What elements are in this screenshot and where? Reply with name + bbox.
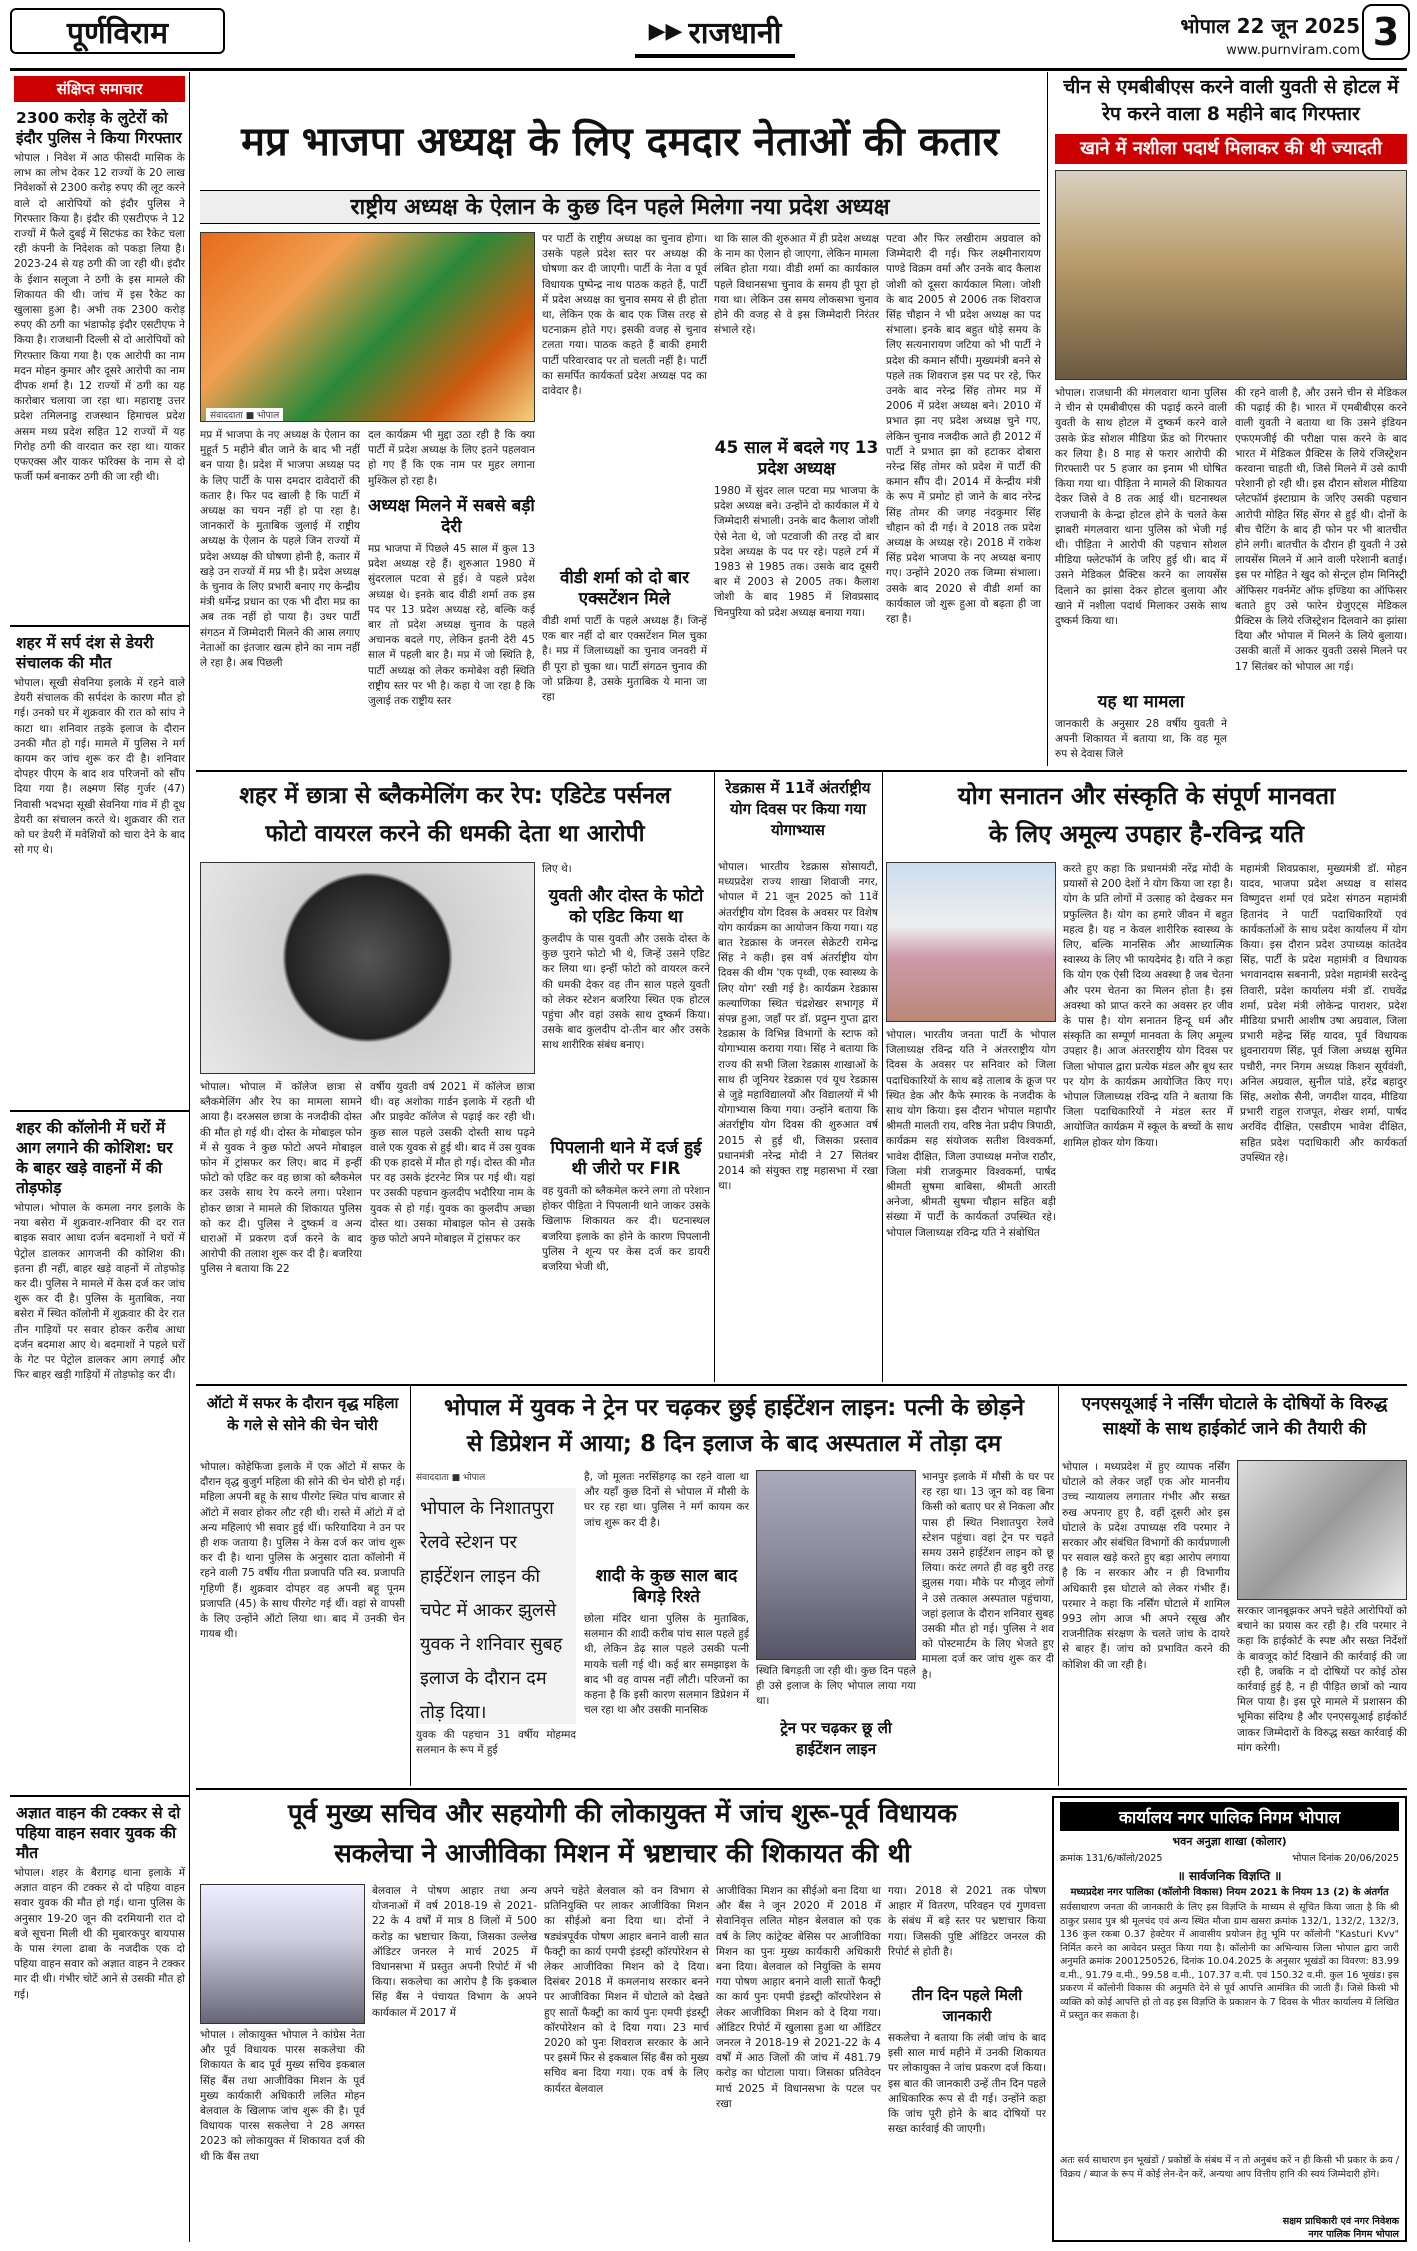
section-arrow-icon: ▶▶: [648, 18, 683, 44]
notice-header: कार्यालय नगर पालिक निगम भोपाल: [1060, 1802, 1399, 1831]
blackmail-subhead-1: युवती और दोस्त के फोटो को एडिट किया था: [548, 886, 704, 927]
lead-subhead-3: 45 साल में बदले गए 13 प्रदेश अध्यक्ष: [714, 438, 879, 479]
sidebar-divider: [10, 1110, 189, 1112]
blackmail-col-3b: कुलदीप के पास युवती और उसके दोस्त के कुछ पुराने फोटो भी थे, जिन्हें उसने एडिट कर लिया था। इन्हीं फोटो को वायरल करने की धमकी देकर वह तीन साल पहले युवती को लेकर स्टेशन बजरिया स्थित एक होटल पहुंचा और वहां उसके साथ दुष्कर्म किया। उसके बाद कुलदीप दो-तीन बार और उसके साथ शारीरिक संबंध बनाए।: [542, 933, 710, 1052]
notice-subtitle: मध्यप्रदेश नगर पालिका (कॉलोनी विकास) नियम 2021 के नियम 13 (2) के अंतर्गत: [1070, 1887, 1389, 1898]
right-top-subhead: यह था मामला: [1097, 692, 1185, 712]
lokayukt-subhead: तीन दिन पहले मिली जानकारी: [911, 1986, 1023, 2025]
nsui-col-2: [1237, 1460, 1407, 1782]
sidebar-divider: [10, 625, 189, 627]
sidebar-headline: अज्ञात वाहन की टक्कर से दो पहिया वाहन सवार युवक की मौत: [16, 1804, 181, 1862]
blackmail-headline-2: फोटो वायरल करने की धमकी देता था आरोपी: [265, 821, 645, 847]
yoga-col-3: महामंत्री शिवप्रकाश, मुख्यमंत्री डॉ. मोहन यादव, भाजपा प्रदेश अध्यक्ष व सांसद विष्णुदत्त शर्मा एवं प्रदेश संगठन महामंत्री हितानंद ने पार्टी पदाधिकारियों एवं कार्यकर्ताओं के साथ प्रदेश कार्यालय में योग किया। इस दौरान प्रदेश उपाध्यक्ष कांतदेव सिंह, पार्टी के प्रदेश महामंत्री व विधायक भगवानदास सबनानी, प्रदेश महामंत्री सरदेन्दु तिवारी, प्रदेश कार्यालय मंत्री डॉ. राघवेंद्र शर्मा, प्रदेश मंत्री लोकेन्द्र पाराशर, प्रदेश मीडिया प्रभारी आशीष उषा अग्रवाल, जिला प्रभारी महेन्द्र सिंह यादव, पूर्व विधायक ध्रुवनारायण सिंह, पूर्व जिला अध्यक्ष सुमित पचौरी, नगर निगम अध्यक्ष किशन सूर्यवंशी, अनिल अग्रवाल, सुनील पांडे, हरेंद्र बहादुर सिंह, अशोक सैनी, जगदीश यादव, मीडिया प्रभारी राहुल राजपूत, शेखर शर्मा, पार्षद अरविंद दीक्षित, एसडीएम भावेश दीक्षित, सहित प्रदेश पदाधिकारी और कार्यकर्ता उपस्थित रहे।: [1240, 863, 1407, 1164]
blackmail-subhead-2: पिपलानी थाने में दर्ज हुई थी जीरो पर FIR: [550, 1138, 702, 1179]
lead-col-3b: वीडी शर्मा पार्टी के पहले अध्यक्ष हैं। जिन्हें एक बार नहीं दो बार एक्सटेंशन मिल चुका है। मप्र में जिलाध्यक्षों का चुनाव जनवरी में ही पूरा हो चुका था। पार्टी संगठन चुनाव की जो प्रक्रिया है, उसके मुताबिक ये माना जा रहा: [542, 615, 707, 704]
train-col-2a: है, जो मूलतः नरसिंहगढ़ का रहने वाला था और यहाँ कुछ दिनों से भोपाल में मौसी के घर रह रहा था। पुलिस ने मर्ग कायम कर जांच शुरू कर दी है।: [584, 1471, 749, 1529]
lead-col-2b: मप्र भाजपा में पिछले 45 साल में कुल 13 प्रदेश अध्यक्ष रहे हैं। शुरुआत 1980 में सुंदरलाल पटवा से हुई। वे पहले प्रदेश अध्यक्ष थे। इनके बाद वीडी शर्मा तक इस पद पर 13 प्रदेश अध्यक्ष रहे, बल्कि कई बार तो प्रदेश अध्यक्ष चुनाव के पहले अचानक बदले गए, लेकिन इतनी देरी 45 साल में पहली बार है। मप्र में जो स्थिति है, पार्टी अध्यक्ष को लेकर कमोबेश वही स्थिति राष्ट्रीय स्तर पर भी है। कहा ये जा रहा है कि जुलाई तक राष्ट्रीय स्तर: [368, 543, 535, 708]
train-headline-1: भोपाल में युवक ने ट्रेन पर चढ़कर छुई हाईटेंशन लाइन: पत्नी के छोड़ने: [444, 1395, 1024, 1421]
lokayukt-body-1: भोपाल । लोकायुक्त भोपाल ने कांग्रेस नेता और पूर्व विधायक पारस सकलेचा की शिकायत के बाद पूर्व मुख्य सचिव इकबाल सिंह बैंस तथा आजीविका मिशन के पूर्व मुख्य कार्यकारी अधिकारी ललित मोहन बेलवाल के खिलाफ जांच शुरू की है। पूर्व विधायक पारस सकलेचा ने 28 अगस्त 2023 को लोकायुक्त में शिकायत दर्ज की थी कि बैंस तथा: [200, 2029, 365, 2163]
auto-headline: ऑटो में सफर के दौरान वृद्ध महिला के गले से सोने की चेन चोरी: [206, 1394, 399, 1434]
notice-ref-date: भोपाल दिनांक 20/06/2025: [1292, 1853, 1399, 1864]
sidebar-headline: शहर में सर्प दंश से डेयरी संचालक की मौत: [16, 634, 154, 672]
train-col-4: भानपुर इलाके में मौसी के घर पर रह रहा था। 13 जून को वह बिना किसी को बताए घर से निकला और पास ही स्थित निशातपुरा रेलवे स्टेशन पहुंचा। वहां ट्रेन पर चढ़ते समय उसने हाईटेंशन लाइन को छू लिया। करंट लगते ही वह बुरी तरह झुलस गया। मौके पर मौजूद लोगों ने उसे तत्काल अस्पताल पहुंचाया, जहां इलाज के दौरान शनिवार सुबह उसकी मौत हो गई। पुलिस ने शव को पोस्टमार्टम के लिए भेजते हुए मामला दर्ज कर जांच शुरू कर दी है।: [922, 1471, 1054, 1681]
brief-news-sidebar: [10, 72, 190, 2242]
sidebar-body: भोपाल । निवेश में आठ फीसदी मासिक के लाभ का लोभ देकर 12 राज्यों के 20 लाख निवेशकों से 2300 करोड़ रुपए की लूट करने वाले दो आरोपियों को इंदौर पुलिस ने गिरफ्तार किया है। इंदौर की एसटीएफ ने 12 राज्यों में फैले दुबई में सिटफंड का रैकेट चला रही कंपनी के निदेशक को पकड़ा लिया है। 2023-24 से यह ठगी की जा रही थी। इंदौर के ईशान सलूजा ने ठगी के इस मामले की शिकायत की थी। जांच में इस रैकेट का खुलासा हुआ है। अभी तक 2300 करोड़ रुपए की ठगी का भंडाफोड़ इंदौर एसटीएफ ने किया है। राजधानी दिल्ली से दो आरोपियों को गिरफ्तार किया गया है। एक आरोपी का नाम मदन मोहन कुमार और दूसरे आरोपी का नाम दीपक शर्मा है। 12 राज्यों में ठगी का यह कारोबार चलाया जा रहा था। महाराष्ट्र उत्तर प्रदेश तमिलनाडु राजस्थान हिमाचल प्रदेश असम मध्य प्रदेश सहित 12 राज्यों में यह गिरोह ठगी की वारदात कर रहा था। याकर एफएक्स और याकर फॉरेक्स के नाम से दो फर्जी फर्म बनाकर ठगी की जा रही थी।: [14, 152, 185, 484]
sidebar-headline: शहर की कॉलोनी में घरों में आग लगाने की कोशिश: घर के बाहर खड़े वाहनों में की तोड़फोड़: [16, 1119, 173, 1197]
lokayukt-col-4: आजीविका मिशन का सीईओ बना दिया था और बैंस ने जून 2020 में 2018 में सेवानिवृत्त ललित मोहन बेलवाल को एक वर्ष के लिए कांट्रेक्ट बेसिस पर आजीविका मिशन का पुनः मुख्य कार्यकारी अधिकारी बना दिया। बेलवाल को नियुक्ति के समय गया पोषण आहार बनाने वाली सातों फैक्ट्री का कार्य पुनः एमपी इंडस्ट्री कॉरपोरेशन से लेकर आजीविका मिशन को दे दिया गया। ऑडिटर रिपोर्ट में खुलासा हुआ था ऑडिटर जनरल ने 2018-19 से 2021-22 के 4 वर्षों में आठ जिलों की जांच में 481.79 करोड़ का घोटाला पाया। जिसका प्रतिवेदन मार्च 2025 में विधानसभा के पटल पर रखा: [716, 1885, 881, 2110]
sidebar-divider: [10, 1795, 189, 1797]
nsui-headline: एनएसयूआई ने नर्सिंग घोटाले के दोषियों के विरुद्ध साक्ष्यों के साथ हाईकोर्ट जाने की तैयारी की: [1081, 1394, 1388, 1439]
lokayukt-col-1: [200, 1884, 365, 2242]
notice-signature-line-2: नगर पालिक निगम भोपाल: [1308, 2229, 1399, 2240]
lead-subhead-1: अध्यक्ष मिलने में सबसे बड़ी देरी: [368, 496, 535, 537]
masthead-logo-block: [10, 8, 225, 66]
right-top-col-2: की रहने वाली है, और उसने चीन से मेडिकल की पढ़ाई की है। भारत में एमबीबीएस करने वाली युवती ने बताया था कि उसने इंडियन एफएमजीई की परीक्षा पास करने के बाद भारत में मेडिकल प्रैक्टिस के लिये रजिस्ट्रेशन करवाना चाहती थी, जिसे मिलने में उसे कापी परेशानी हो रही थी। इस दौरान सोशल मीडिया प्लेटफॉर्म इंस्टाग्राम के जरिए उसकी पहचान आरोपी मोहित सिंह सेंगर से हुई थी। दोनों के बीच चैटिंग के बाद ही फोन पर भी बातचीत होने लगी। बातचीत के दौरान ही युवती ने उसे लायसेंस मिलने में आने वाली परेशानी बताई। इस पर मोहित ने खुद को सेन्ट्रल होम मिनिस्ट्री ऑफिसर गवर्नमेंट ऑफ इण्डिया का ऑफिसर बताते हुए उसे फारेन ग्रेजुएट्स मेडिकल प्रैक्टिस के लिये रजिस्ट्रेशन दिलवाने का झांसा दिया और भोपाल में मिलने के लिये बुलाया। उसकी बातों में आकर युवती उससे मिलने पर 17 सितंबर को भोपाल आ गई।: [1235, 387, 1407, 673]
notice-signature-line-1: सक्षम प्राधिकारी एवं नगर निवेशक: [1282, 2216, 1399, 2227]
right-top-body-1: भोपाल। राजधानी की मंगलवारा थाना पुलिस ने चीन से एमबीबीएस की पढ़ाई करने वाली युवती के साथ होटल में दुष्कर्म करने वाले उसके फ्रेंड सोशल मीडिया फ्रेंड को गिरफ्तार कर लिया है। 8 माह से फरार आरोपी की गिरफ्तारी पर 5 हजार का इनाम भी घोषित किया गया था। पीड़िता ने मामले की शिकायत देकर जिसे वे 8 तक आई थी। घटनास्थल राजधानी के केन्द्रा होटल होने के चलते केस झाबरी मंगलवारा थाना पुलिस को भेजी गई थी। पीड़िता ने आरोपी की पहचान सोशल मीडिया फ्लेटफॉर्म के जरिए हुई थी। बाद में उसने मेडिकल प्रैक्टिस करने का लायसेंस दिलाने का झांसा देकर होटल बुलाया और खाने में नशीला पदार्थ मिलाकर उसके साथ दुष्कर्म किया था।: [1055, 387, 1227, 628]
page-number: 3: [1362, 4, 1410, 60]
right-top-headline: चीन से एमबीबीएस करने वाली युवती से होटल में रेप करने वाला 8 महीने बाद गिरफ्तार: [1063, 76, 1399, 125]
notice-refs: [1060, 1851, 1399, 1864]
section-label: राजधानी: [688, 15, 782, 51]
lokayukt-col-5b: सकलेचा ने बताया कि लंबी जांच के बाद इसी साल मार्च महीने में उनकी शिकायत पर लोकायुक्त ने जांच प्रकरण दर्ज किया। इस बात की जानकारी उन्हें तीन दिन पहले आधिकारिक रूप से दी गई। उन्होंने कहा कि जांच पूरी होने के बाद दोषियों पर सख्त कार्रवाई की जाएगी।: [888, 2032, 1046, 2136]
lead-deck-text: राष्ट्रीय अध्यक्ष के ऐलान के कुछ दिन पहले मिलेगा नया प्रदेश अध्यक्ष: [350, 195, 890, 220]
lokayukt-headline-1: पूर्व मुख्य सचिव और सहयोगी की लोकायुक्त में जांच शुरू-पूर्व विधायक: [287, 1799, 958, 1829]
notice-footer: अतः सर्व साधारण इन भूखंडों / प्रकोष्ठों के संबंध में न तो अनुबंध करें न ही किसी भी प्रकार के क्रय / विक्रय / ब्याज के रूप में कोई लेन-देन करें, अन्यथा आप वित्तीय हानि की स्वयं जिम्मेदारी होंगे।: [1060, 2155, 1399, 2180]
train-photo: [756, 1470, 916, 1660]
lead-col-1: मप्र में भाजपा के नए अध्यक्ष के ऐलान का मुहूर्त 5 महीने बीत जाने के बाद भी नहीं बन पाया है। प्रदेश में भाजपा अध्यक्ष पद के लिए पार्टी के पास दमदार दावेदारों की कतार है। फिर पद खाली है कि पार्टी में अध्यक्ष का चयन नहीं हो पा रहा है। जानकारों के मुताबिक जुलाई में राष्ट्रीय अध्यक्ष के ऐलान के पहले जिन राज्यों में प्रदेश अध्यक्ष की घोषणा होनी है, कतार में खड़े उन राज्यों में मप्र भी है। प्रदेश अध्यक्ष के चुनाव के लिए प्रभारी बनाए गए केन्द्रीय मंत्री धर्मेन्द्र प्रधान का एक भी दौरा मप्र का अब तक नहीं हो पाया है। उधर पार्टी संगठन में जिम्मेदारी मिलने की आस लगाए नेताओं का इंतजार खत्म होने का नाम नहीं ले रहा है। अब पिछली: [200, 429, 360, 670]
masthead-rule: [10, 68, 1407, 71]
sidebar-story-2: [10, 633, 189, 1106]
train-col-3a: स्थिति बिगड़ती जा रही थी। कुछ दिन पहले ही उसे इलाज के लिए भोपाल लाया गया था।: [756, 1665, 916, 1708]
divider-horizontal: [196, 770, 1407, 772]
right-top-photo-police: [1055, 170, 1407, 380]
train-col-1b: युवक की पहचान 31 वर्षीय मोहम्मद सलमान के रूप में हुई: [416, 1729, 576, 1757]
lead-col-2: [368, 428, 535, 766]
redcross-body: भोपाल। भारतीय रेडक्रास सोसायटी, मध्यप्रदेश राज्य शाखा शिवाजी नगर, भोपाल में 21 जून 2025 को 11वें अंतर्राष्ट्रीय योग दिवस के अवसर पर विशेष योग कार्यक्रम का आयोजन किया गया। यह बात रेडक्रास के जनरल सेक्रेटरी रामेन्द्र सिंह ने कही। इस वर्ष अंतर्राष्ट्रीय योग दिवस की थीम 'एक पृथ्वी, एक स्वास्थ्य के लिए योग' रखी गई है। कार्यक्रम रेडक्रास कल्याणिका स्थित चंद्रशेखर सभागृह में संपन्न हुआ, जहाँ पर डॉ. प्रदुम्न गुप्ता द्वारा रेडक्रास के विभिन्न विभागों के स्टाफ को योगाभ्यास कराया गया। सिंह ने बताया कि राज्य की सभी जिला रेडक्रास शाखाओं के साथ ही जूनियर रेडक्रास एवं यूथ रेडक्रास से जुड़े महाविद्यालयों और विद्यालयों में भी योगाभ्यास किया गया। उन्होंने बताया कि अंतर्राष्ट्रीय योग दिवस की शुरुआत वर्ष 2015 से हुई थी, जिसका प्रस्ताव प्रधानमंत्री नरेन्द्र मोदी ने 27 सितंबर 2014 को संयुक्त राष्ट्र महासभा में रखा था।: [718, 861, 878, 1193]
lead-byline: संवाददाता ■ भोपाल: [206, 408, 283, 421]
divider-horizontal: [196, 1788, 1407, 1790]
blackmail-col-3: [542, 862, 710, 1380]
train-pull-quote: भोपाल के निशातपुरा रेलवे स्टेशन पर हाईटेंशन लाइन की चपेट में आकर झुलसे युवक ने शनिवार सुबह इलाज के दौरान दम तोड़ दिया।: [416, 1488, 576, 1724]
nsui-photo: [1237, 1460, 1407, 1600]
lokayukt-headline-2: सकलेचा ने आजीविका मिशन में भ्रष्टाचार की शिकायत की थी: [334, 1839, 911, 1869]
right-top-col-1: [1055, 386, 1227, 766]
divider-horizontal: [196, 1384, 1407, 1386]
yoga-photo: [886, 862, 1056, 1022]
divider-vertical: [882, 772, 883, 1382]
lead-col-4b: 1980 में सुंदर लाल पटवा मप्र भाजपा के प्रदेश अध्यक्ष बने। उन्होंने दो कार्यकाल में ये जिम्मेदारी संभाली। उनके बाद कैलाश जोशी ऐसे नेता थे, जो पटवाजी की तरह दो बार प्रदेश अध्यक्ष के पद पर रहे। पहले टर्म में 1983 से 1985 तक। उसके बाद दूसरी बार में 2003 से 2005 तक। कैलाश जोशी के बाद 1985 में शिवप्रसाद चिनपुरिया को प्रदेश अध्यक्ष बनाया गया।: [714, 485, 879, 619]
lead-col-5: पटवा और फिर लखीराम अग्रवाल को जिम्मेदारी दी गई। फिर लक्ष्मीनारायण पाण्डे विक्रम वर्मा और उनके बाद कैलाश जोशी को दूसरा कार्यकाल मिला। जोशी के बाद 2005 से 2006 तक शिवराज सिंह चौहान ने भी प्रदेश अध्यक्ष का पद संभाला। इनके बाद बहुत थोड़े समय के लिए सत्यनारायण जटिया को भी पार्टी ने प्रदेश की कमान सौंपी। मुख्यमंत्री बनने से पहले तक शिवराज इस पद पर रहे, फिर उनके बाद नरेन्द्र सिंह तोमर मप्र में 2006 में प्रदेश अध्यक्ष बने। 2010 में प्रभात झा नए प्रदेश अध्यक्ष चुने गए, लेकिन चुनाव नजदीक आते ही 2012 में पार्टी ने प्रभात झा को हटाकर दोबारा नरेन्द्र सिंह तोमर को प्रदेश में पार्टी की कमान सौंप दी। 2014 में केन्द्रीय मंत्री के रूप में प्रमोट हो जाने के बाद नरेन्द्र सिंह तोमर की जगह नंदकुमार सिंह चौहान को दी गई। वे 2018 तक प्रदेश अध्यक्ष के अध्यक्ष रहे। 2018 में राकेश सिंह प्रदेश भाजपा के नए अध्यक्ष बनाए गए। उन्होंने 2020 तक जिम्मा संभाला। उसके बाद 2020 से वीडी शर्मा का कार्यकाल जो शुरू हुआ वो बढ़ता ही जा रहा है।: [886, 233, 1041, 626]
yoga-col-1: भोपाल। भारतीय जनता पार्टी के भोपाल जिलाध्यक्ष रविन्द्र यति ने अंतरराष्ट्रीय योग दिवस के अवसर पर सनिवार को जिला पदाधिकारियों के साथ बड़े तालाब के क्रूज पर स्थित डेक और कैफे स्मारक के नजदीक के साथ योग किया। इस दौरान भोपाल महापौर श्रीमती मालती राय, वरिष्ठ नेता प्रदीप त्रिपाठी, कार्यक्रम सह संयोजक सतीश विश्वकर्मा, भावेश दीक्षित, जिला उपाध्यक्ष मनोज राठौर, जिला मंत्री राजकुमार विश्वकर्मा, पार्षद श्रीमती सुषमा बाबिसा, श्रीमती आरती अनेजा, श्रीमती सुषमा चौहान सहित बड़ी संख्या में पार्टी के कार्यकर्ता उपस्थित रहे। भोपाल जिलाध्यक्ष रविन्द्र यति ने संबोधित: [886, 1029, 1056, 1239]
notice-signature: [1060, 2214, 1399, 2240]
train-subhead-1: शादी के कुछ साल बाद बिगड़े रिश्ते: [595, 1566, 738, 1607]
divider-vertical: [714, 772, 715, 1382]
blackmail-col-3a: लिए थे।: [542, 863, 572, 875]
train-col-3: [756, 1470, 916, 1782]
date-block: [1130, 8, 1360, 62]
nsui-body-2: सरकार जानबूझकर अपने चहेते आरोपियों को बचाने का प्रयास कर रही है। रवि परमार ने कहा कि हाईकोर्ट के स्पष्ट और सख्त निर्देशों के बावजूद कोर्ट दिखाने की कार्रवाई की जा रही है, जबकि न दो दोषियों पर कोई ठोस कार्रवाई हुई है, न ही पीड़ित छात्रों को न्याय मिल पाया है। इस पूरे मामले में प्रशासन की भूमिका संदिग्ध है और एनएसयूआई हाईकोर्ट जाकर जिम्मेदारों के विरुद्ध सख्त कार्रवाई की मांग करेगी।: [1237, 1605, 1407, 1754]
lead-col-3a: पर पार्टी के राष्ट्रीय अध्यक्ष का चुनाव होगा। उसके पहले प्रदेश स्तर पर अध्यक्ष की घोषणा कर दी जाएगी। पार्टी के नेता व पूर्व विधायक पुष्पेन्द्र नाथ पाठक कहते हैं, पार्टी में प्रदेश अध्यक्ष का चुनाव समय से ही होता था, लेकिन एक के बाद एक जिस तरह से घटनाक्रम होते गए। इसकी वजह से चुनाव टलता गया। पाठक कहते हैं बाकी हमारी पार्टी परिवारवाद पर तो चलती नहीं है। पार्टी का समर्पित कार्यकर्ता प्रदेश अध्यक्ष पद का दावेदार है।: [542, 233, 707, 398]
blackmail-photo: [200, 862, 535, 1074]
lead-photo-bjp-flags: [200, 232, 535, 422]
redcross-headline: रेडक्रास में 11वें अंतर्राष्ट्रीय योग दिवस पर किया गया योगाभ्यास: [725, 779, 871, 839]
notice-ref-number: क्रमांक 131/6/कॉलो/2025: [1060, 1853, 1163, 1864]
lead-deck: [200, 190, 1040, 224]
lokayukt-col-5: [888, 1884, 1046, 2242]
newspaper-logo: पूर्णविराम: [10, 8, 225, 54]
notice-body: सर्वसाधारण जनता की जानकारी के लिए इस विज्ञप्ति के माध्यम से सूचित किया जाता है कि श्री ठाकुर प्रसाद पुत्र श्री मूलचंद एवं अन्य स्थित मौजा ग्राम खसरा क्रमांक 132/1, 132/2, 132/3, 136 कुल रकबा 0.37 हेक्टेयर में आवासीय प्रयोजन हेतु भूमि पर कॉलोनी "Kasturi Kvv" निर्मित करने का आवेदन प्रस्तुत किया गया है। कॉलोनी का अभिन्यास जिला भोपाल द्वारा जारी अनुमति क्रमांक 2001250526, दिनांक 10.04.2025 के अनुसार भूखंडों का विवरण: 83.99 व.मी., 91.79 व.मी., 99.58 व.मी., 107.37 व.मी. एवं 150.32 व.मी. कुल 16 भूखंड। इस प्रकरण में कॉलोनी विकास की अनुमति देने से पूर्व आपत्ति आमंत्रित की जाती हैं। जिसे किसी भी व्यक्ति को कोई आपत्ति हो तो वह इस विज्ञप्ति के प्रकाशन के 7 दिवस के भीतर कार्यालय में लिखित में प्रस्तुत कर सकता है।: [1060, 1902, 1399, 2021]
train-byline: संवाददाता ■ भोपाल: [416, 1473, 486, 1483]
sidebar-headline: 2300 करोड़ के लुटेरों को इंदौर पुलिस ने किया गिरफ्तार: [16, 109, 182, 147]
public-notice: [1052, 1796, 1407, 2242]
train-col-2b: छोला मंदिर थाना पुलिस के मुताबिक, सलमान की शादी करीब पांच साल पहले हुई थी, लेकिन डेढ़ साल पहले उसकी पत्नी मायके चली गई थी। कई बार समझाइश के बाद भी वह वापस नहीं लौटी। परिजनों का कहना है कि इसी कारण सलमान डिप्रेशन में चल रहा था और उसकी मानसिक: [584, 1613, 749, 1717]
yoga-col-2: करते हुए कहा कि प्रधानमंत्री नरेंद्र मोदी के प्रयासों से 200 देशों ने योग किया जा रहा है। योग के प्रति लोगों में उत्साह को देखकर मन प्रफुल्लित है। योग का हमारे जीवन में बहुत महत्व है। यह न केवल शारीरिक स्वास्थ्य के लिए, बल्कि मानसिक और आध्यात्मिक स्वास्थ्य के लिए भी फायदेमंद है। यति ने कहा कि योग एक ऐसी दिव्य अवस्था है जब चेतना और परम चेतना का मिलन होता है। इस अवस्था को प्राप्त करने का अवसर हर जीव के पास है। योग सनातन हिन्दू धर्म और संस्कृति का सम्पूर्ण मानवता के लिए अमूल्य उपहार है। आज अंतरराष्ट्रीय योग दिवस पर जिला भोपाल द्वारा प्रत्येक मंडल और बूथ स्तर पर योग के कार्यक्रम आयोजित किए गए। भोपाल जिलाध्यक्ष रविन्द्र यति ने बताया कि जिला पदाधिकारियों ने मंडल स्तर में आयोजित कार्यक्रम में स्कूल के बच्चों के साथ शामिल होकर योग किया।: [1063, 863, 1233, 1149]
sidebar-body: भोपाल। शहर के बैरागढ़ थाना इलाके में अज्ञात वाहन की टक्कर से दो पहिया वाहन सवार युवक की मौत हो गई। थाना पुलिस के अनुसार 19-20 जून की दरमियानी रात दो बजे सूचना मिली थी की मुबारकपुर बायपास के पास रंगला ढाबा के नजदीक एक दो पहिया वाहन सवार को अज्ञात वाहन ने टक्कर मार दी थी। गंभीर चोटें आने से उसकी मौत हो गई।: [14, 1867, 185, 2001]
sidebar-body: भोपाल। भोपाल के कमला नगर इलाके के नया बसेरा में शुक्रवार-शनिवार की दर रात बाइक सवार आधा दर्जन बदमाशों ने घरों में पेट्रोल डालकर आगजनी की कोशिश की। इतना ही नहीं, बाहर खड़े वाहनों में तोड़फोड़ कर दी। पुलिस ने मामले में केस दर्ज कर जांच शुरू कर दी है। पुलिस के मुताबिक, नया बसेरा में स्थित कॉलोनी में शुक्रवार की देर रात तीन गाड़ियों पर सवार होकर करीब आधा दर्जन बदमाश आए थे। बदमाशों ने पहले घरों के गेट पर पेट्रोल डालकर आग लगाई और फिर बाहर खड़ी गाड़ियों में तोड़फोड़ कर दी।: [14, 1202, 185, 1382]
lokayukt-photo: [200, 1884, 365, 2024]
lead-headline: मप्र भाजपा अध्यक्ष के लिए दमदार नेताओं की कतार: [241, 119, 999, 165]
blackmail-col-1: भोपाल। भोपाल में कॉलेज छात्रा से ब्लैकमेलिंग और रेप का मामला सामने आया है। दरअसल छात्रा के नजदीकी दोस्त की मौत हो गई थी। दोस्त के मोबाइल फोन में से युवक ने कुछ फोटो अपने मोबाइल फोन में ट्रांसफर कर लिए। बाद में इन्हीं फोटो को एडिट कर वह छात्रा को ब्लैकमेल कर उसके साथ रेप करने लगा। परेशान होकर छात्रा ने मामले की शिकायत पुलिस को कर दी। पुलिस ने दुष्कर्म व अन्य धाराओं में प्रकरण दर्ज करने के बाद आरोपी की तलाश शुरू कर दी है। बजरिया पुलिस ने बताया कि 22: [200, 1081, 362, 1276]
site-url[interactable]: www.purnviram.com: [1226, 43, 1360, 58]
divider-vertical: [410, 1386, 411, 1786]
nsui-col-1: भोपाल । मध्यप्रदेश में हुए व्यापक नर्सिंग घोटाले को लेकर जहाँ एक ओर माननीय उच्च न्यायालय लगातार गंभीर और सख्त रुख अपनाए हुए है, वहीं दूसरी ओर इस घोटाले के प्रदेश उपाध्यक्ष रवि परमार ने सरकार और संबंधित विभागों की कार्यप्रणाली पर सवाल खड़े करते हुए बड़ा आरोप लगाया है कि न सरकार और न ही विभागीय अधिकारी इस घोटाले को लेकर गंभीर हैं। परमार ने कहा कि नर्सिंग घोटाले में शामिल 993 लोग आज भी अपने रसूख और राजनीतिक संरक्षण के चलते जांच के दायरे से बाहर हैं। जांच को प्रभावित करने की कोशिश की जा रही है।: [1062, 1461, 1230, 1671]
sidebar-body: भोपाल। सूखी सेवनिया इलाके में रहने वाले डेयरी संचालक की सर्पदंश के कारण मौत हो गई। उनको घर में शुक्रवार की रात को सांप ने काटा था। शनिवार तड़के इलाज के दौरान उनकी मौत हो गई। मामले में पुलिस ने मर्ग कायम कर जांच शुरू कर दी है। शनिवार दोपहर पीएम के बाद शव परिजनों को सौंप दिया गया है। लक्ष्मण सिंह गुर्जर (47) निवासी भदभदा सूखी सेवनिया गांव में ही दूध डेयरी का संचालन करते थे। शुक्रवार की रात को घर डेयरी में मवेशियों को चारा देने के बाद सो गए थे।: [14, 677, 185, 857]
lead-col-3: [542, 232, 707, 766]
auto-body: भोपाल। कोहेफिजा इलाके में एक ऑटो में सफर के दौरान वृद्ध बुजुर्ग महिला की सोने की चेन चोरी हो गई। महिला अपनी बहू के साथ पीरगेट स्थित पांच बाजार से ऑटो में सवार होकर लौट रही थी। रास्ते में ऑटो में दो अन्य महिलाएं भी सवार हुई थीं। फरियादिया ने उन पर ही शक जताया है। पुलिस ने केस दर्ज कर जांच शुरू कर दी है। थाना पुलिस के अनुसार दाता कॉलोनी में रहने वाली 75 वर्षीय गीता प्रजापति पति स्व. प्रजापति गृहिणी हैं। शुक्रवार दोपहर वह अपनी बहू पूनम प्रजापति (45) के साथ पीरगेट गई थीं। वहां से वापसी के लिए उन्होंने ऑटो लिया था। बाद में उनकी चेन गायब थी।: [200, 1461, 405, 1641]
yoga-headline-2: के लिए अमूल्य उपहार है-रविन्द्र यति: [988, 820, 1305, 848]
sidebar-story-4: [10, 1803, 189, 2186]
right-top-body-1b: जानकारी के अनुसार 28 वर्षीय युवती ने अपनी शिकायत में बताया था, कि वह मूल रुप से देवास जिले: [1055, 718, 1227, 761]
train-col-1: [416, 1488, 576, 1782]
train-subhead-2: ट्रेन पर चढ़कर छू ली हाईटेंशन लाइन: [780, 1719, 892, 1758]
sidebar-story-3: [10, 1118, 189, 1791]
blackmail-col-2: वर्षीय युवती वर्ष 2021 में कॉलेज छात्रा थी। वह अशोका गार्डन इलाके में रहती थी और प्राइवेट कॉलेज से पढ़ाई कर रही थी। कुछ साल पहले उसकी दोस्ती साथ पढ़ने वाले एक युवक से हुई थी। बाद में उस युवक की एक हादसे में मौत हो गई। दोस्त की मौत पर वह उसके इंटरनेट मित्र पर गई थी। यहां पर उसकी पहचान कुलदीप भदौरिया नाम के युवक से हो गई। युवक का कुलदीप अच्छा दोस्त था। उसका मोबाइल फोन से उसके कुछ फोटो अपने मोबाइल में ट्रांसफर कर: [370, 1081, 535, 1246]
divider-vertical: [1058, 1386, 1059, 1786]
divider-vertical: [1047, 72, 1048, 766]
train-headline-2: से डिप्रेशन में आया; 8 दिन इलाज के बाद अस्पताल में तोड़ा दम: [466, 1431, 1002, 1457]
blackmail-headline-1: शहर में छात्रा से ब्लैकमेलिंग कर रेप: एडिटेड पर्सनल: [239, 783, 671, 809]
lead-col-2a: दल कार्यक्रम भी मुद्दा उठा रही है कि क्या पार्टी में प्रदेश अध्यक्ष के लिए इतने पहलवान हो गए हैं कि एक नाम पर मुहर लगाना मुश्किल हो रहा है।: [368, 429, 535, 487]
sidebar-story-1: [10, 108, 189, 621]
lead-col-4: [714, 232, 879, 766]
notice-title: ॥ सार्वजनिक विज्ञप्ति ॥: [1177, 1869, 1282, 1883]
right-top-deck: खाने में नशीला पदार्थ मिलाकर की थी ज्यादती: [1055, 134, 1407, 164]
lokayukt-col-2: बेलवाल ने पोषण आहार तथा अन्य योजनाओं में वर्ष 2018-19 से 2021-22 के 4 वर्षों में मात्र 8 जिलों में 500 करोड़ का भ्रष्टाचार किया, जिसका उल्लेख ऑडिटर जनरल ने मार्च 2025 में विधानसभा में प्रस्तुत अपनी रिपोर्ट में भी किया। सकलेचा का आरोप है कि इकबाल सिंह बैंस ने पंचायत विभाग के अपने कार्यकाल में 2017 में: [372, 1885, 537, 2019]
train-col-2: [584, 1470, 749, 1782]
sidebar-header: संक्षिप्त समाचार: [14, 76, 185, 102]
issue-date: भोपाल 22 जून 2025: [1180, 14, 1360, 38]
blackmail-col-3c: वह युवती को ब्लैकमेल करने लगा तो परेशान होकर पीड़िता ने पिपलानी थाने जाकर उसके खिलाफ शिकायत कर दी। घटनास्थल बजरिया इलाके का होने के कारण पिपलानी पुलिस ने शून्य पर केस दर्ज कर डायरी बजरिया भेजी थी,: [542, 1185, 710, 1274]
yoga-headline-1: योग सनातन और संस्कृति के संपूर्ण मानवता: [957, 782, 1336, 810]
section-title: [635, 8, 795, 58]
notice-dept: भवन अनुज्ञा शाखा (कोलार): [1172, 1835, 1287, 1848]
lead-col-4a: था कि साल की शुरुआत में ही प्रदेश अध्यक्ष के नाम का ऐलान हो जाएगा, लेकिन मामला लंबित होता गया। वीडी शर्मा का कार्यकाल पहले विधानसभा चुनाव के समय ही पूरा हो गया था। लेकिन उस समय लोकसभा चुनाव होने की वजह से वे इस जिम्मेदारी निरंतर संभाले रहे।: [714, 233, 879, 337]
lead-subhead-2: वीडी शर्मा को दो बार एक्सटेंशन मिले: [559, 568, 690, 609]
lokayukt-col-5a: गया। 2018 से 2021 तक पोषण आहार में वितरण, परिवहन एवं गुणवत्ता के संबंध में बड़े स्तर पर भ्रष्टाचार किया गया। जिसकी पुष्टि ऑडिटर जनरल की रिपोर्ट से होती है।: [888, 1885, 1046, 1958]
lokayukt-col-3: अपने चहेते बेलवाल को वन विभाग से प्रतिनियुक्ति पर लाकर आजीविका मिशन का सीईओ बना दिया था। दोनों ने षड्यंत्रपूर्वक पोषण आहार बनाने वाली सात फैक्ट्री का कार्य एमपी इंडस्ट्री कॉरपोरेशन से लेकर आजीविका मिशन को दे दिया। दिसंबर 2018 में कमलनाथ सरकार बनने पर आजीविका मिशन में घोटाले को देखते हुए सातों फैक्ट्री का कार्य पुनः एमपी इंडस्ट्री कॉरपोरेशन को दे दिया गया। 23 मार्च 2020 को पुनः शिवराज सरकार के आने पर इसमें फिर से इकबाल सिंह बैंस को मुख्य सचिव बना दिया गया। एक वर्ष के लिए कार्यरत बेलवाल: [544, 1885, 709, 2095]
